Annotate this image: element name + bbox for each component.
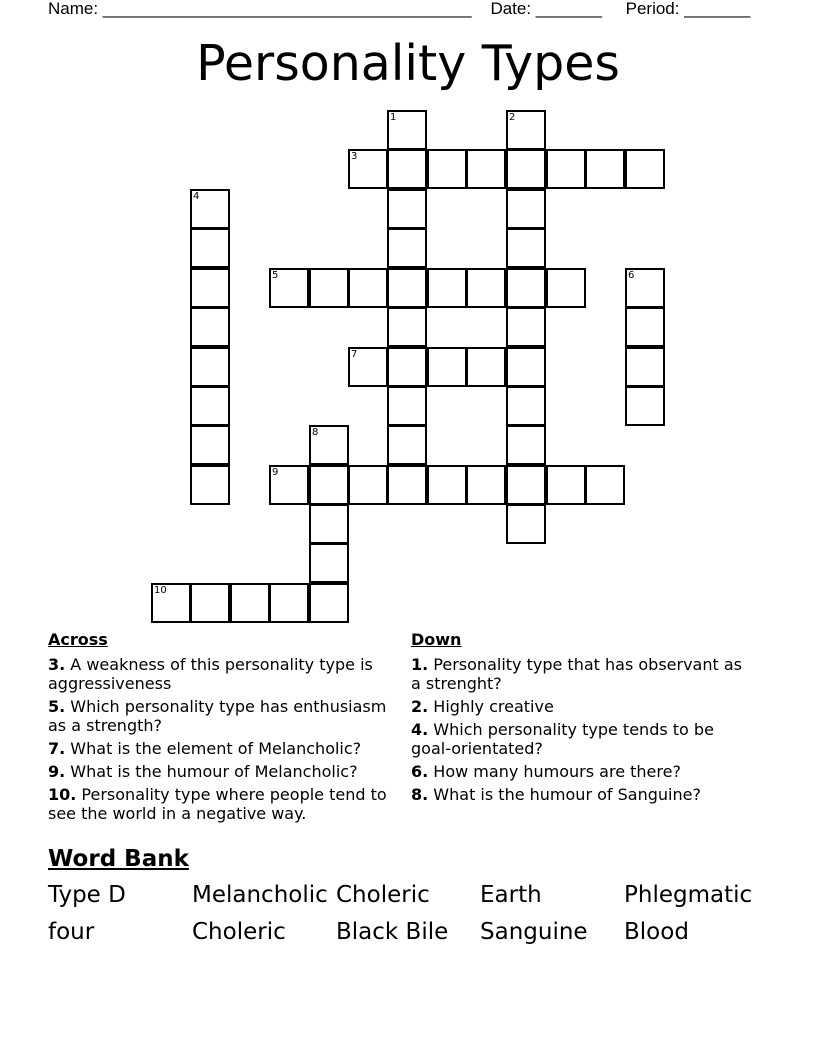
page-title: Personality Types xyxy=(196,35,620,92)
name-field-label: Name: _______________________________________ xyxy=(48,0,472,18)
across-clues xyxy=(48,630,393,827)
crossword-cell[interactable] xyxy=(190,425,230,465)
crossword-cell[interactable] xyxy=(190,307,230,347)
crossword-cell[interactable] xyxy=(387,307,427,347)
crossword-cell[interactable] xyxy=(585,465,625,505)
crossword-cell[interactable] xyxy=(269,268,309,308)
crossword-cell[interactable] xyxy=(427,465,467,505)
clue-number-label: 1. xyxy=(411,655,429,674)
crossword-cell[interactable] xyxy=(466,465,506,505)
word-bank-item: Type D xyxy=(48,882,126,908)
across-clue-list xyxy=(48,655,393,823)
clue-text: What is the element of Melancholic? xyxy=(65,739,362,758)
clue-number-label: 9. xyxy=(48,762,66,781)
crossword-cell[interactable] xyxy=(585,149,625,189)
clue-number: 2 xyxy=(509,112,516,123)
crossword-cell[interactable] xyxy=(625,268,665,308)
crossword-cell[interactable] xyxy=(546,268,586,308)
crossword-cell[interactable] xyxy=(506,307,546,347)
across-heading: Across xyxy=(48,630,108,649)
clue-text: What is the humour of Sanguine? xyxy=(428,785,701,804)
clue-text: What is the humour of Melancholic? xyxy=(65,762,358,781)
crossword-cell[interactable] xyxy=(309,425,349,465)
clue-text: Personality type that has observant as a strenght? xyxy=(411,655,742,693)
crossword-cell[interactable] xyxy=(625,386,665,426)
down-clue xyxy=(411,720,756,758)
down-clue-list xyxy=(411,655,756,804)
crossword-cell[interactable] xyxy=(466,347,506,387)
clue-number-label: 10. xyxy=(48,785,77,804)
crossword-cell[interactable] xyxy=(190,583,230,623)
word-bank-item: Choleric xyxy=(192,919,286,945)
word-bank-item: four xyxy=(48,919,95,945)
crossword-cell[interactable] xyxy=(387,268,427,308)
crossword-cell[interactable] xyxy=(387,110,427,150)
down-clue xyxy=(411,785,756,804)
word-bank-item: Black Bile xyxy=(336,919,449,945)
crossword-cell[interactable] xyxy=(546,149,586,189)
clue-text: How many humours are there? xyxy=(428,762,681,781)
clue-number: 9 xyxy=(272,467,279,478)
crossword-cell[interactable] xyxy=(506,110,546,150)
word-bank-item: Choleric xyxy=(336,882,430,908)
down-clue xyxy=(411,762,756,781)
crossword-cell[interactable] xyxy=(269,465,309,505)
down-clues xyxy=(411,630,756,808)
crossword-cell[interactable] xyxy=(190,347,230,387)
word-bank-item: Earth xyxy=(480,882,542,908)
crossword-cell[interactable] xyxy=(387,228,427,268)
across-clue xyxy=(48,785,393,823)
crossword-cell[interactable] xyxy=(506,189,546,229)
crossword-cell[interactable] xyxy=(190,465,230,505)
clue-number-label: 4. xyxy=(411,720,429,739)
crossword-cell[interactable] xyxy=(309,465,349,505)
clue-text: Personality type where people tend to see the world in a negative way. xyxy=(48,785,387,823)
crossword-cell[interactable] xyxy=(506,425,546,465)
period-field-label: Period: _______ xyxy=(625,0,751,18)
crossword-cell[interactable] xyxy=(348,347,388,387)
clue-text: Which personality type has enthusiasm as a strength? xyxy=(48,697,387,735)
clue-number-label: 2. xyxy=(411,697,429,716)
crossword-cell[interactable] xyxy=(309,268,349,308)
crossword-cell[interactable] xyxy=(387,149,427,189)
crossword-cell[interactable] xyxy=(546,465,586,505)
crossword-cell[interactable] xyxy=(506,504,546,544)
across-clue xyxy=(48,739,393,758)
down-clue xyxy=(411,655,756,693)
crossword-cell[interactable] xyxy=(506,386,546,426)
crossword-cell[interactable] xyxy=(506,465,546,505)
clue-number-label: 7. xyxy=(48,739,66,758)
crossword-cell[interactable] xyxy=(625,149,665,189)
across-clue xyxy=(48,697,393,735)
crossword-cell[interactable] xyxy=(387,386,427,426)
clue-number: 8 xyxy=(312,427,319,438)
clue-number-label: 8. xyxy=(411,785,429,804)
crossword-cell[interactable] xyxy=(466,149,506,189)
crossword-cell[interactable] xyxy=(151,583,191,623)
clue-text: A weakness of this personality type is aggressiveness xyxy=(48,655,373,693)
clue-text: Which personality type tends to be goal-orientated? xyxy=(411,720,714,758)
down-clue xyxy=(411,697,756,716)
crossword-cell[interactable] xyxy=(348,465,388,505)
crossword-cell[interactable] xyxy=(230,583,270,623)
crossword-cell[interactable] xyxy=(190,268,230,308)
crossword-cell[interactable] xyxy=(387,465,427,505)
word-bank-title: Word Bank xyxy=(48,846,189,872)
crossword-cell[interactable] xyxy=(190,386,230,426)
clue-number: 5 xyxy=(272,270,279,281)
down-heading: Down xyxy=(411,630,462,649)
word-bank-item: Melancholic xyxy=(192,882,328,908)
crossword-cell[interactable] xyxy=(387,189,427,229)
crossword-cell[interactable] xyxy=(625,307,665,347)
crossword-cell[interactable] xyxy=(506,149,546,189)
crossword-cell[interactable] xyxy=(309,543,349,583)
clue-number: 3 xyxy=(351,151,358,162)
word-bank-item: Blood xyxy=(624,919,689,945)
across-clue xyxy=(48,762,393,781)
crossword-cell[interactable] xyxy=(348,149,388,189)
word-bank-item: Phlegmatic xyxy=(624,882,753,908)
clue-text: Highly creative xyxy=(428,697,554,716)
crossword-cell[interactable] xyxy=(427,347,467,387)
crossword-cell[interactable] xyxy=(506,228,546,268)
clue-number: 10 xyxy=(154,585,167,596)
crossword-cell[interactable] xyxy=(190,228,230,268)
crossword-cell[interactable] xyxy=(387,425,427,465)
clue-number: 7 xyxy=(351,349,358,360)
clue-number: 1 xyxy=(390,112,397,123)
date-field-label: Date: _______ xyxy=(490,0,602,18)
crossword-cell[interactable] xyxy=(427,268,467,308)
crossword-cell[interactable] xyxy=(269,583,309,623)
across-clue xyxy=(48,655,393,693)
crossword-cell[interactable] xyxy=(625,347,665,387)
crossword-cell[interactable] xyxy=(309,583,349,623)
crossword-cell[interactable] xyxy=(190,189,230,229)
clue-number-label: 5. xyxy=(48,697,66,716)
crossword-cell[interactable] xyxy=(427,149,467,189)
clue-number: 4 xyxy=(193,191,200,202)
clue-number-label: 6. xyxy=(411,762,429,781)
crossword-cell[interactable] xyxy=(348,268,388,308)
word-bank-item: Sanguine xyxy=(480,919,588,945)
crossword-cell[interactable] xyxy=(309,504,349,544)
crossword-cell[interactable] xyxy=(506,347,546,387)
crossword-cell[interactable] xyxy=(387,347,427,387)
crossword-cell[interactable] xyxy=(506,268,546,308)
clue-number: 6 xyxy=(628,270,635,281)
clue-number-label: 3. xyxy=(48,655,66,674)
crossword-cell[interactable] xyxy=(466,268,506,308)
